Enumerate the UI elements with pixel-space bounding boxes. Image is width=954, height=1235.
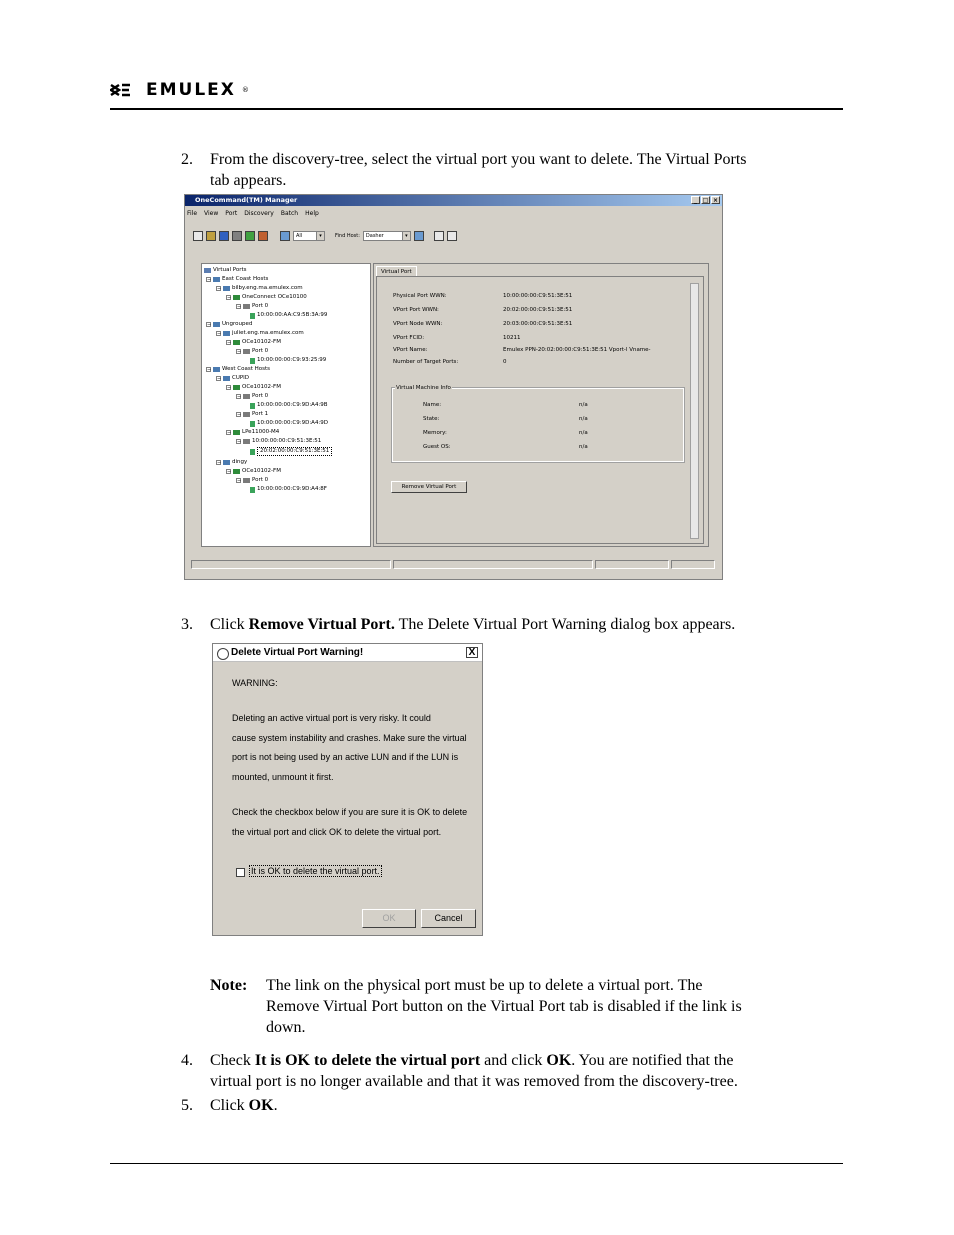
status-cell xyxy=(393,560,593,569)
menu-bar xyxy=(187,210,319,217)
emulex-logo-mark-icon xyxy=(110,83,140,97)
field-label: Physical Port WWN: xyxy=(393,293,447,299)
tree-label: Port 0 xyxy=(252,348,269,354)
tree-label: LPe11000-M4 xyxy=(242,429,280,435)
step-text: tab appears. xyxy=(210,172,287,189)
fabric-view-icon[interactable] xyxy=(206,231,216,241)
dialog-title: Delete Virtual Port Warning! xyxy=(231,647,364,658)
toolbar xyxy=(193,231,457,241)
vertical-scrollbar[interactable] xyxy=(690,283,699,539)
find-icon[interactable] xyxy=(414,231,424,241)
port-icon xyxy=(243,439,250,444)
port-icon xyxy=(243,478,250,483)
collapse-icon[interactable]: − xyxy=(237,439,242,445)
virtual-port-details xyxy=(376,276,704,544)
collapse-icon[interactable]: − xyxy=(207,277,212,283)
host-view-icon[interactable] xyxy=(193,231,203,241)
collapse-icon[interactable]: − xyxy=(227,469,232,475)
tree-node-host[interactable] xyxy=(216,459,247,466)
field-label: Name: xyxy=(423,402,442,408)
host-icon xyxy=(223,286,230,291)
tree-label: Virtual Ports xyxy=(213,267,247,273)
tree-node-vport-selected[interactable] xyxy=(250,447,332,456)
step-text xyxy=(210,1096,278,1116)
tree-label: bilby.eng.ma.emulex.com xyxy=(232,285,303,291)
collapse-icon[interactable]: − xyxy=(217,460,222,466)
collapse-icon[interactable]: − xyxy=(227,295,232,301)
collapse-icon[interactable]: − xyxy=(227,430,232,436)
tree-node-group[interactable] xyxy=(206,366,270,373)
virtual-port-tab-pane xyxy=(373,263,709,547)
instruction-text: Check the checkbox below if you are sure it is OK to delete xyxy=(232,807,468,817)
vport-icon xyxy=(250,313,255,319)
warning-text: mounted, unmount it first. xyxy=(232,771,334,782)
field-label: State: xyxy=(423,416,440,422)
collapse-icon[interactable]: − xyxy=(237,394,242,400)
tree-label: 10:00:00:00:C9:9D:A4:8F xyxy=(257,486,327,492)
menu-file[interactable]: File xyxy=(187,210,198,217)
virtual-ports-icon xyxy=(204,268,211,273)
find-host-value: Dasher xyxy=(365,233,384,239)
field-value: 20:03:00:00:C9:51:3E:51 xyxy=(503,321,573,327)
step-2 xyxy=(181,150,851,192)
tree-label: OCe10102-FM xyxy=(242,384,281,390)
close-button[interactable]: × xyxy=(712,197,719,204)
text-run: Click xyxy=(210,616,249,633)
tape-icon[interactable] xyxy=(232,231,242,241)
collapse-icon[interactable]: − xyxy=(217,331,222,337)
vport-view-icon[interactable] xyxy=(219,231,229,241)
tree-label: 10:00:00:00:C9:9D:A4:9D xyxy=(257,420,329,426)
text-run: . xyxy=(273,1097,278,1114)
step-number: 4. xyxy=(181,1052,193,1069)
tree-label: 10:00:00:00:C9:9D:A4:9B xyxy=(257,402,328,408)
step-text: virtual port is no longer available and that it was removed from the discovery-tree. xyxy=(210,1073,738,1090)
find-host-label: Find Host: xyxy=(335,233,360,239)
host-icon xyxy=(223,331,230,336)
menu-discovery[interactable]: Discovery xyxy=(244,210,274,217)
tree-label: 10:00:00:00:C9:51:3E:51 xyxy=(252,438,322,444)
window-titlebar xyxy=(185,195,722,206)
field-value: n/a xyxy=(579,416,588,422)
adapter-icon xyxy=(233,385,240,390)
step-3 xyxy=(181,615,851,635)
adapter-icon xyxy=(233,295,240,300)
view-combo-value: All xyxy=(296,233,303,239)
note-text: Remove Virtual Port button on the Virtual Port tab is disabled if the link is xyxy=(266,998,742,1015)
field-label: VPort FCID: xyxy=(393,335,425,341)
vport-icon xyxy=(250,403,255,409)
text-run: Click xyxy=(210,1097,249,1114)
warning-text: Deleting an active virtual port is very risky. It could xyxy=(232,713,431,723)
ok-button[interactable]: OK xyxy=(362,909,416,928)
tree-label: CUPID xyxy=(232,375,250,381)
port-icon xyxy=(243,394,250,399)
field-value: 0 xyxy=(503,359,507,365)
tree-node-port[interactable] xyxy=(236,348,268,355)
menu-help[interactable]: Help xyxy=(305,210,319,217)
bold-text: It is OK to delete the virtual port xyxy=(254,1052,481,1069)
view-combo[interactable] xyxy=(293,231,325,241)
bold-text: Remove Virtual Port. xyxy=(248,616,395,633)
step-text: From the discovery-tree, select the virtual port you want to delete. The Virtual Ports xyxy=(210,151,747,168)
field-value: n/a xyxy=(579,444,588,450)
tree-node-host[interactable] xyxy=(216,330,304,337)
find-host-combo[interactable] xyxy=(363,231,411,241)
field-value: n/a xyxy=(579,430,588,436)
collapse-icon[interactable]: − xyxy=(237,349,242,355)
adapter-icon[interactable] xyxy=(245,231,255,241)
help-icon[interactable] xyxy=(447,231,457,241)
status-cell xyxy=(595,560,669,569)
status-cell xyxy=(671,560,715,569)
refresh-icon[interactable] xyxy=(258,231,268,241)
tree-node-wwn[interactable] xyxy=(250,420,328,427)
warning-heading: WARNING: xyxy=(232,678,278,688)
header-rule xyxy=(110,108,843,110)
warning-text: port is not being used by an active LUN and if the LUN is xyxy=(232,752,459,762)
tree-label: 10:00:00:AA:C9:5B:3A:99 xyxy=(257,312,328,318)
tree-label: Port 0 xyxy=(252,303,269,309)
note-text: The link on the physical port must be up to delete a virtual port. The xyxy=(266,977,703,994)
ok-to-delete-checkbox[interactable] xyxy=(236,868,245,877)
tree-node-adapter[interactable] xyxy=(226,384,281,391)
tree-label: West Coast Hosts xyxy=(222,366,271,372)
field-value: 10:00:00:00:C9:51:3E:51 xyxy=(503,293,573,299)
step-text xyxy=(210,1051,733,1071)
tree-node-port[interactable] xyxy=(236,477,268,484)
collapse-icon[interactable]: − xyxy=(207,322,212,328)
tree-label: Port 1 xyxy=(252,411,269,417)
tree-label: OCe10102-FM xyxy=(242,339,281,345)
footer-rule xyxy=(110,1163,843,1164)
tree-node-wwn[interactable] xyxy=(250,312,327,319)
field-label: VPort Port WWN: xyxy=(393,307,439,313)
collapse-icon[interactable]: − xyxy=(237,478,242,484)
vport-icon xyxy=(250,449,255,455)
step-4 xyxy=(181,1051,851,1093)
step-5 xyxy=(181,1096,851,1116)
port-icon xyxy=(243,349,250,354)
tree-label: 20:02:00:00:C9:51:3E:51 xyxy=(257,447,332,456)
tree-node-adapter[interactable] xyxy=(226,339,281,346)
tree-node-host[interactable] xyxy=(216,285,303,292)
note xyxy=(210,976,850,1038)
port-icon xyxy=(243,412,250,417)
adapter-icon xyxy=(233,340,240,345)
warning-text: cause system instability and crashes. Make sure the virtual xyxy=(232,732,467,743)
trademark-symbol: ® xyxy=(241,86,249,94)
close-icon[interactable]: X xyxy=(466,647,478,658)
chevron-down-icon[interactable]: ▾ xyxy=(316,232,324,240)
field-label: Memory: xyxy=(423,430,447,436)
tree-node-adapter[interactable] xyxy=(226,468,281,475)
menu-view[interactable]: View xyxy=(204,210,219,217)
collapse-icon[interactable]: − xyxy=(217,286,222,292)
tree-label: Port 0 xyxy=(252,393,269,399)
collapse-icon[interactable]: − xyxy=(227,385,232,391)
step-text xyxy=(210,615,735,635)
note-text: down. xyxy=(266,1019,306,1036)
menu-batch[interactable]: Batch xyxy=(280,210,299,217)
field-label: VPort Node WWN: xyxy=(393,321,443,327)
cancel-button[interactable]: Cancel xyxy=(421,909,476,928)
tree-node-port[interactable] xyxy=(236,303,268,310)
tree-node-port[interactable] xyxy=(236,411,268,418)
vm-info-group xyxy=(392,385,684,462)
tree-node-group[interactable] xyxy=(206,276,268,283)
collapse-icon[interactable]: − xyxy=(237,412,242,418)
host-group-icon xyxy=(213,367,220,372)
text-run: . You are notified that the xyxy=(571,1052,734,1069)
logo-text: EMULEX xyxy=(146,80,236,100)
status-bar xyxy=(191,560,715,569)
vport-icon xyxy=(250,487,255,493)
bold-text: OK xyxy=(546,1052,572,1069)
filter-icon[interactable] xyxy=(280,231,290,241)
step-number: 2. xyxy=(181,151,193,168)
field-value: 20:02:00:00:C9:51:3E:51 xyxy=(503,307,573,313)
step-number: 5. xyxy=(181,1097,193,1114)
tree-node-port[interactable] xyxy=(236,438,321,445)
tree-node-port[interactable] xyxy=(236,393,268,400)
port-icon xyxy=(243,304,250,309)
collapse-icon[interactable]: − xyxy=(217,376,222,382)
tree-label: juliet.eng.ma.emulex.com xyxy=(232,330,304,336)
delete-virtual-port-dialog xyxy=(212,643,483,936)
tree-label: dingy xyxy=(232,459,248,465)
vport-icon xyxy=(250,421,255,427)
emulex-logo xyxy=(110,80,249,100)
tree-node-wwn[interactable] xyxy=(250,486,327,493)
step-number: 3. xyxy=(181,616,193,633)
field-label: Guest OS: xyxy=(423,444,451,450)
field-value: n/a xyxy=(579,402,588,408)
group-title: Virtual Machine Info xyxy=(396,385,451,391)
dialog-titlebar xyxy=(213,644,482,662)
host-group-icon xyxy=(213,277,220,282)
tree-label: OneConnect OCe10100 xyxy=(242,294,307,300)
note-label: Note: xyxy=(210,977,248,994)
tree-label: East Coast Hosts xyxy=(222,276,269,282)
adapter-icon xyxy=(233,469,240,474)
host-icon xyxy=(223,376,230,381)
onecommand-manager-window xyxy=(184,194,723,580)
tree-label: 10:00:00:00:C9:93:25:99 xyxy=(257,357,327,363)
field-value: Emulex PPN-20:02:00:00:C9:51:3E:51 Vport-l Vname- xyxy=(503,347,651,353)
vport-icon xyxy=(250,358,255,364)
tree-node-adapter[interactable] xyxy=(226,294,307,301)
collapse-icon[interactable]: − xyxy=(227,340,232,346)
field-label: Number of Target Ports: xyxy=(393,359,459,365)
tree-node-root[interactable] xyxy=(204,267,247,274)
field-label: VPort Name: xyxy=(393,347,428,353)
collapse-icon[interactable]: − xyxy=(207,367,212,373)
text-run: and click xyxy=(480,1052,547,1069)
chevron-down-icon[interactable]: ▾ xyxy=(402,232,410,240)
host-icon xyxy=(223,460,230,465)
tree-node-host[interactable] xyxy=(216,375,249,382)
host-group-icon xyxy=(213,322,220,327)
text-run: Check xyxy=(210,1052,255,1069)
adapter-icon xyxy=(233,430,240,435)
instruction-text: the virtual port and click OK to delete the virtual port. xyxy=(232,826,442,837)
status-cell xyxy=(191,560,391,569)
bold-text: OK xyxy=(248,1097,274,1114)
minimize-button[interactable]: _ xyxy=(691,196,700,204)
tab-virtual-port[interactable]: Virtual Port xyxy=(376,266,417,277)
collapse-icon[interactable]: − xyxy=(237,304,242,310)
tree-node-wwn[interactable] xyxy=(250,402,328,409)
tree-node-adapter[interactable] xyxy=(226,429,279,436)
field-value: 10211 xyxy=(503,335,521,341)
app-icon xyxy=(217,648,229,660)
maximize-button[interactable]: □ xyxy=(702,197,709,204)
tree-label: Port 0 xyxy=(252,477,269,483)
tree-node-wwn[interactable] xyxy=(250,357,326,364)
remove-virtual-port-button[interactable]: Remove Virtual Port xyxy=(391,481,467,493)
window-title: OneCommand(TM) Manager xyxy=(195,196,298,204)
tree-node-group[interactable] xyxy=(206,321,252,328)
about-icon[interactable] xyxy=(434,231,444,241)
checkbox-label[interactable]: It is OK to delete the virtual port. xyxy=(251,866,380,876)
tree-label: OCe10102-FM xyxy=(242,468,281,474)
text-run: The Delete Virtual Port Warning dialog box appears. xyxy=(394,616,736,633)
menu-port[interactable]: Port xyxy=(225,210,238,217)
discovery-tree[interactable] xyxy=(201,263,371,547)
tree-label: Ungrouped xyxy=(222,321,253,327)
